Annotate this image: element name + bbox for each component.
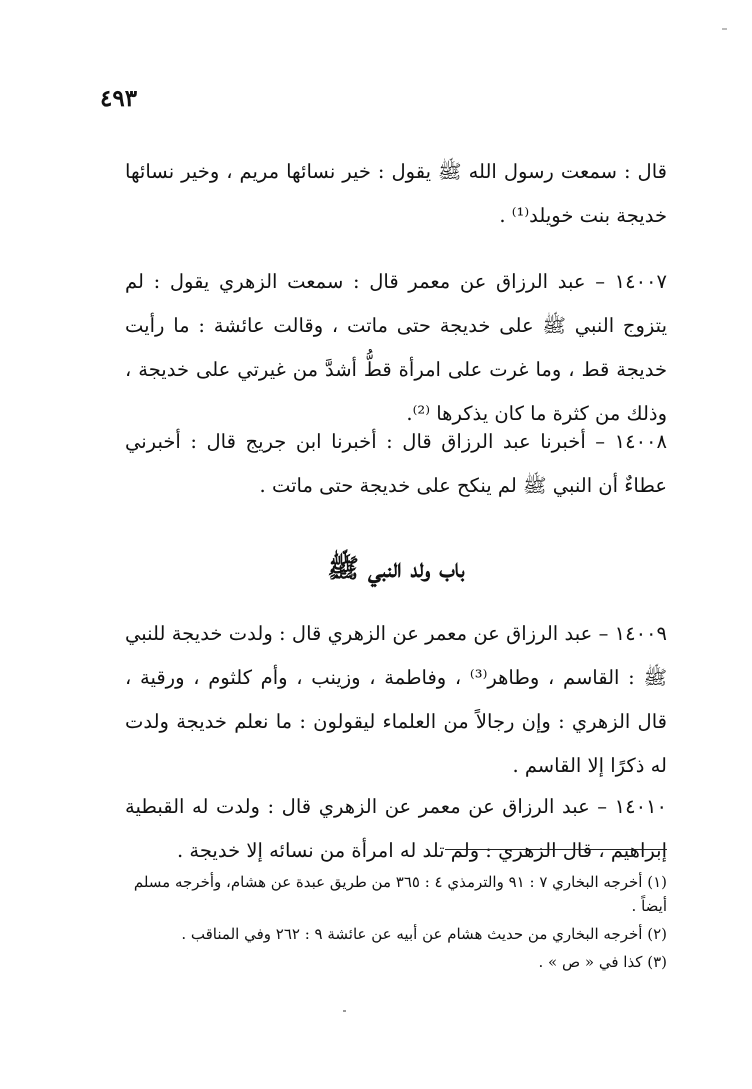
page-speck <box>343 1010 346 1012</box>
footnotes <box>125 870 667 978</box>
footnote-3: (٣) كذا في « ص » . <box>538 953 667 971</box>
hadith-paragraph-14010: ١٤٠١٠ – عبد الرزاق عن معمر عن الزهري قال : ولدت له القبطية إبراهيم ، قال الزهري : ولم تلد له امرأة من نسائه إلا خديجة . <box>125 794 667 862</box>
footnote-divider <box>445 849 667 850</box>
chapter-title: باب ولد النبي ﷺ <box>327 553 465 584</box>
corner-mark <box>722 28 727 30</box>
hadith-paragraph-intro: قال : سمعت رسول الله ﷺ يقول : خير نسائها مريم ، وخير نسائها خديجة بنت خويلد⁽¹⁾ . <box>125 159 667 227</box>
page-number: ٤٩٣ <box>100 85 138 112</box>
footnote-2: (٢) أخرجه البخاري من حديث هشام عن أبيه عن عائشة ٩ : ٢٦٢ وفي المناقب . <box>181 925 667 943</box>
footnote-1: (١) أخرجه البخاري ٧ : ٩١ والترمذي ٤ : ٣٦٥ من طريق عبدة عن هشام، وأخرجه مسلم أيضاً . <box>133 873 667 915</box>
hadith-paragraph-14007: ١٤٠٠٧ – عبد الرزاق عن معمر قال : سمعت الزهري يقول : لم يتزوج النبي ﷺ على خديجة حتى ماتت ، وقالت عائشة : ما رأيت خديجة قط ، وما غرت على امرأة قطُّ أشدَّ من غيرتي على خديجة ، وذلك من كثرة ما كان يذكرها ⁽²⁾. <box>125 269 667 425</box>
hadith-paragraph-14009: ١٤٠٠٩ – عبد الرزاق عن معمر عن الزهري قال : ولدت خديجة للنبي ﷺ : القاسم ، وطاهر⁽³⁾ ، وفاطمة ، وزينب ، وأم كلثوم ، ورقية ، قال الزهري : وإن رجالاً من العلماء ليقولون : ما نعلم خديجة ولدت له ذكرًا إلا القاسم . <box>125 621 668 777</box>
hadith-paragraph-14008: ١٤٠٠٨ – أخبرنا عبد الرزاق قال : أخبرنا ابن جريج قال : أخبرني عطاءٌ أن النبي ﷺ لم ينكح على خديجة حتى ماتت . <box>125 429 667 497</box>
